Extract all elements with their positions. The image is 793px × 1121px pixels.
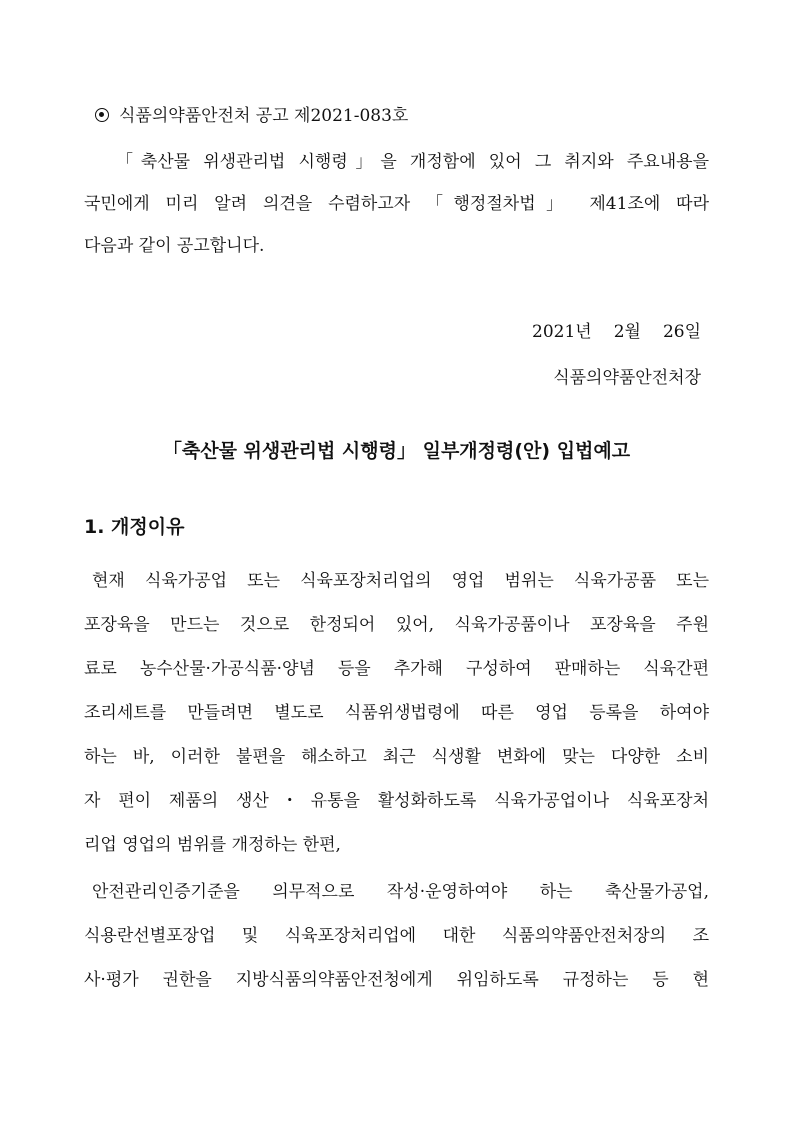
notice-number-text: 식품의약품안전처 공고 제2021-083호 xyxy=(119,106,409,126)
date-year: 2021년 xyxy=(532,322,592,342)
paragraph1-line-4: 조리세트를 만들려면 별도로 식품위생법령에 따른 영업 등록을 하여야 xyxy=(84,703,709,723)
document-title: 「축산물 위생관리법 시행령」 일부개정령(안) 입법예고 xyxy=(162,440,631,462)
paragraph1-line-3: 료로 농수산물·가공식품·양념 등을 추가해 구성하여 판매하는 식육간편 xyxy=(84,659,709,679)
paragraph2-line-3: 사·평가 권한을 지방식품의약품안전청에게 위임하도록 규정하는 등 현 xyxy=(84,970,709,990)
notice-date xyxy=(532,320,701,344)
paragraph2-line-1: 안전관리인증기준을 의무적으로 작성·운영하여야 하는 축산물가공업, xyxy=(92,882,709,902)
intro-line-1: 「축산물 위생관리법 시행령」을 개정함에 있어 그 취지와 주요내용을 xyxy=(116,152,709,172)
paragraph1-line-2: 포장육을 만드는 것으로 한정되어 있어, 식육가공품이나 포장육을 주원 xyxy=(84,615,709,635)
section-heading: 1. 개정이유 xyxy=(84,516,185,538)
intro-line-2: 국민에게 미리 알려 의견을 수렴하고자 「행정절차법」 제41조에 따라 xyxy=(84,194,709,214)
fisheye-bullet-icon xyxy=(95,108,109,122)
date-day: 26일 xyxy=(662,322,701,342)
signer: 식품의약품안전처장 xyxy=(553,368,701,388)
paragraph1-line-6: 자 편이 제품의 생산・유통을 활성화하도록 식육가공업이나 식육포장처 xyxy=(84,791,709,811)
date-month: 2월 xyxy=(613,322,641,342)
intro-line-3: 다음과 같이 공고합니다. xyxy=(84,236,265,256)
paragraph1-line-1: 현재 식육가공업 또는 식육포장처리업의 영업 범위는 식육가공품 또는 xyxy=(92,571,709,591)
paragraph1-line-5: 하는 바, 이러한 불편을 해소하고 최근 식생활 변화에 맞는 다양한 소비 xyxy=(84,747,709,767)
notice-number xyxy=(95,104,408,128)
paragraph2-line-2: 식용란선별포장업 및 식육포장처리업에 대한 식품의약품안전처장의 조 xyxy=(84,926,709,946)
paragraph1-line-7: 리업 영업의 범위를 개정하는 한편, xyxy=(84,835,341,855)
